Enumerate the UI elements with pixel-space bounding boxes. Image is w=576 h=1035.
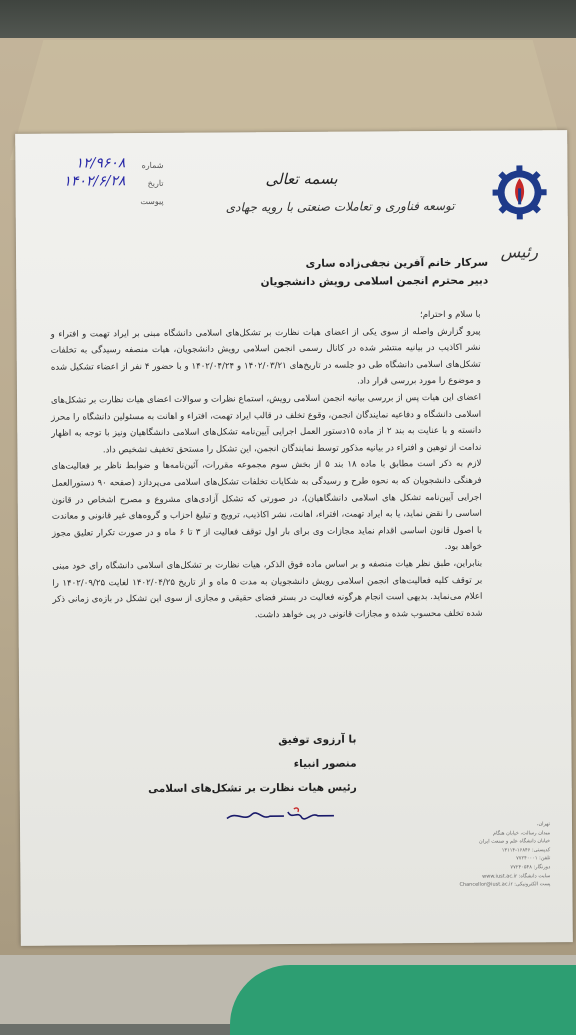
signer-position: رئیس هیات نظارت بر تشکل‌های اسلامی [148,781,357,796]
contact-info [460,820,550,889]
date-label: تاریخ [147,178,164,189]
paragraph-3: لازم به ذکر است مطابق با ماده ۱۸ بند ۵ از بخش سوم مجموعه مقررات، آئین‌نامه‌ها و ضوابط ناظر بر فعالیت‌های فرهنگی دانشجویان که به نحوه طرح و رسیدگی به شکایات تخلفات تشکل‌های اسلامی می‌پردازد (صفحه ۹۰ دستورالعمل اجرایی آیین‌نامه تشکل های اسلامی دانشگاهیان)، در صورتی که تشکل آزادی‌های مشروع و مصرح اشخاص در قانون اساسی را نقض نماید، یا به ایراد تهمت، افتراء، اهانت، نشر اکاذیب، ترویج و تبلیغ احزاب و گروه‌های غیر قانونی و معاندت با اصول قانون اساسی اقدام نماید مجازات وی برای بار اول توقف فعالیت از ۳ تا ۶ ماه و در صورت تکرار تعلیق مجوز خواهد بود. [51,459,483,553]
closing-line: با آرزوی توفیق [278,733,357,747]
date-row [43,173,164,198]
letter-body [50,307,482,625]
greeting: با سلام و احترام؛ [419,309,481,321]
recipient-title: دبیر محترم انجمن اسلامی رویش دانشجویان [260,274,489,289]
attachment-label: پیوست [140,196,164,207]
signature-block [116,734,356,808]
ministry-slogan: توسعه فناوری و تعاملات صنعتی با رویه جهادی [225,198,455,215]
contact-line: دورنگار: ۷۷۲۴۰۵۴۸ [510,864,551,871]
title-head: رئیس [500,242,539,262]
green-object [230,965,576,1035]
paragraph-1: پیرو گزارش واصله از سوی یکی از اعضای هیات نظارت بر تشکل‌های اسلامی دانشگاه مبنی بر ایراد تهمت و افتراء و نشر اکاذیب در بیانیه منتشر شده در کانال رسمی انجمن اسلامی رویش دانشجویان، هیات منصفه رسیدگی به تخلفات تشکل‌های اسلامی دانشگاه طی دو جلسه در تاریخ‌های ۱۴۰۲/۰۳/۲۱ و ۱۴۰۲/۰۴/۲۴ و با حضور ۴ نفر از اعضاء تشکیل شده و موضوع را مورد بررسی قرار داد. [50,326,481,387]
recipient-name: سرکار خانم آفرین نجفی‌زاده ساری [305,256,489,270]
handwritten-signature [222,806,342,827]
contact-line: پست الکترونیکی: Chancellor@iust.ac.ir [459,881,551,889]
contact-line: خیابان دانشگاه علم و صنعت ایران [479,838,551,845]
contact-line: تلفن: ۷۷۲۴۰۰۰۱ [516,855,551,862]
number-value: ۱۲/۹۶۰۸ [75,155,126,172]
number-label: شماره [141,160,164,171]
contact-line: میدان رسالت، خیابان هنگام [492,829,551,837]
letter-paper [15,130,573,946]
paragraph-2: اعضای این هیات پس از بررسی بیانیه انجمن اسلامی رویش، استماع نظرات و سوالات اعضای هیات نظارت بر تشکل‌های اسلامی دانشگاه و دفاعیه نمایندگان انجمن، وقوع تخلف در قالب ایراد تهمت، افتراء و اهانت به مسئولین دانشگاه را محرز دانسته و با عنایت به بند ۲ از ماده ۱۵دستور العمل اجرایی آیین‌نامه تشکل‌های اسلامی دانشگاهیان ونیز با توجه به اظهار ندامت از توهین و افتراء در بیانیه مذکور توسط نمایندگان انجمن، این تشکل را مستحق تخفیف تشخیص داد. [51,392,482,456]
attachment-row [44,197,164,216]
date-value: ۱۴۰۲/۶/۲۸ [63,173,126,190]
basmala: بسمه تعالی [265,169,338,189]
signer-name: منصور انبیاء [293,757,357,771]
paragraph-4: بنابراین، طبق نظر هیات منصفه و بر اساس ماده فوق الذکر، هیات نظارت بر تشکل‌های اسلامی دانشگاه رای خود مبنی بر توقف کلیه فعالیت‌های انجمن اسلامی رویش دانشجویان به مدت ۵ ماه و از تاریخ ۱۴۰۲/۰۴/۲۵ لغایت ۱۴۰۲/۰۹/۲۵ را اعلام می‌نماید. بدیهی است انجام هرگونه فعالیت در بستر فضای حقیقی و مجازی از سوی این تشکل در بازه‌ی زمانی ذکر شده تخلف محسوب شده و مجازات قانونی در پی خواهد داشت. [52,558,483,620]
reference-block [43,155,164,216]
contact-line: تهران، [536,821,551,828]
contact-line: کدپستی: ۱۶۸۴۶-۱۳۱۱۴ [501,847,551,854]
contact-line: سایت دانشگاه: www.iust.ac.ir [482,872,551,880]
university-logo-icon [491,162,547,232]
